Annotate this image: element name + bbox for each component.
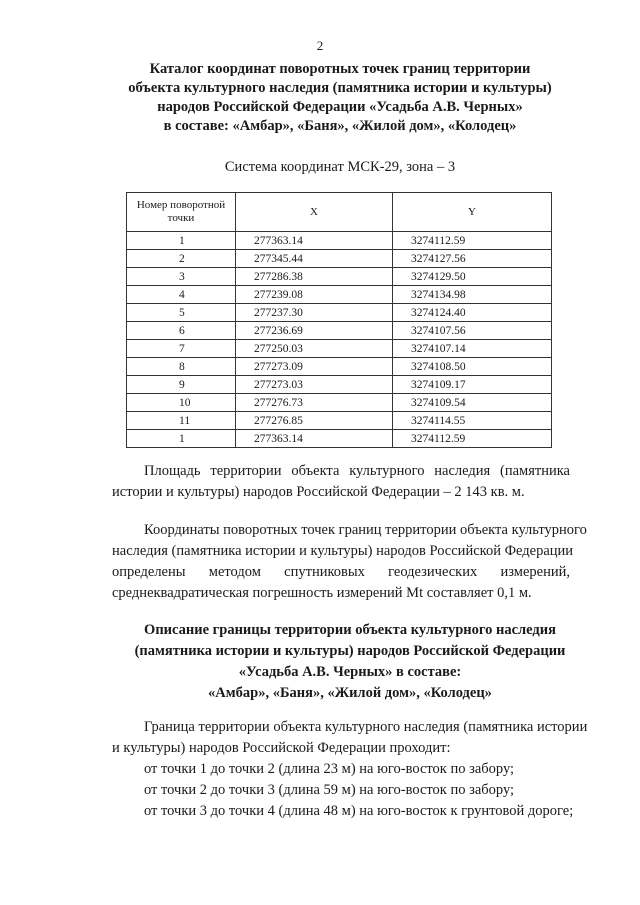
- table-row: [127, 430, 552, 448]
- heading-line: «Усадьба А.В. Черных» в составе:: [238, 664, 462, 680]
- header-y: Y: [393, 193, 552, 232]
- y-value: 3274127.56: [393, 250, 552, 268]
- area-paragraph: [112, 461, 570, 503]
- boundary-segment: от точки 2 до точки 3 (длина 59 м) на юго-восток по забору;: [144, 782, 515, 798]
- point-number: 1: [127, 232, 236, 250]
- y-value: 3274109.17: [393, 376, 552, 394]
- description-heading: [80, 620, 620, 704]
- header-x: X: [236, 193, 393, 232]
- boundary-description: [112, 717, 588, 822]
- boundary-intro-line: Граница территории объекта культурного наследия (памятника истории: [144, 719, 588, 735]
- accuracy-paragraph: [112, 520, 587, 604]
- x-value: 277363.14: [236, 232, 393, 250]
- coordinates-table: [126, 192, 552, 448]
- point-number: 1: [127, 430, 236, 448]
- boundary-intro-line: и культуры) народов Российской Федерации проходит:: [112, 740, 451, 756]
- table-row: [127, 304, 552, 322]
- title-line: Каталог координат поворотных точек границ территории: [149, 61, 531, 77]
- x-value: 277276.73: [236, 394, 393, 412]
- y-value: 3274107.14: [393, 340, 552, 358]
- title-line: объекта культурного наследия (памятника истории и культуры): [128, 80, 552, 96]
- x-value: 277273.03: [236, 376, 393, 394]
- boundary-segment: от точки 1 до точки 2 (длина 23 м) на юго-восток по забору;: [144, 761, 515, 777]
- y-value: 3274108.50: [393, 358, 552, 376]
- x-value: 277250.03: [236, 340, 393, 358]
- point-number: 11: [127, 412, 236, 430]
- x-value: 277236.69: [236, 322, 393, 340]
- table-row: [127, 340, 552, 358]
- accuracy-line: определены методом спутниковых геодезических измерений,: [112, 564, 570, 580]
- y-value: 3274109.54: [393, 394, 552, 412]
- coordinate-system-label: Система координат МСК-29, зона – 3: [224, 159, 456, 175]
- title-line: в составе: «Амбар», «Баня», «Жилой дом», «Колодец»: [163, 118, 517, 134]
- table-row: [127, 268, 552, 286]
- accuracy-line: наследия (памятника истории и культуры) народов Российской Федерации: [112, 543, 574, 559]
- heading-line: «Амбар», «Баня», «Жилой дом», «Колодец»: [208, 685, 492, 701]
- point-number: 5: [127, 304, 236, 322]
- y-value: 3274114.55: [393, 412, 552, 430]
- x-value: 277345.44: [236, 250, 393, 268]
- x-value: 277286.38: [236, 268, 393, 286]
- point-number: 3: [127, 268, 236, 286]
- table-row: [127, 358, 552, 376]
- table-header-row: [127, 193, 552, 232]
- point-number: 9: [127, 376, 236, 394]
- point-number: 8: [127, 358, 236, 376]
- y-value: 3274129.50: [393, 268, 552, 286]
- point-number: 2: [127, 250, 236, 268]
- table-row: [127, 232, 552, 250]
- y-value: 3274124.40: [393, 304, 552, 322]
- x-value: 277276.85: [236, 412, 393, 430]
- boundary-segment: от точки 3 до точки 4 (длина 48 м) на юго-восток к грунтовой дороге;: [144, 803, 574, 819]
- x-value: 277363.14: [236, 430, 393, 448]
- accuracy-line: Координаты поворотных точек границ территории объекта культурного: [144, 522, 587, 538]
- point-number: 7: [127, 340, 236, 358]
- y-value: 3274134.98: [393, 286, 552, 304]
- point-number: 6: [127, 322, 236, 340]
- table-row: [127, 322, 552, 340]
- heading-line: Описание границы территории объекта культурного наследия: [144, 622, 556, 638]
- x-value: 277239.08: [236, 286, 393, 304]
- table-row: [127, 394, 552, 412]
- y-value: 3274107.56: [393, 322, 552, 340]
- y-value: 3274112.59: [393, 232, 552, 250]
- table-row: [127, 412, 552, 430]
- accuracy-line: среднеквадратическая погрешность измерений Mt составляет 0,1 м.: [112, 585, 532, 601]
- x-value: 277273.09: [236, 358, 393, 376]
- x-value: 277237.30: [236, 304, 393, 322]
- point-number: 4: [127, 286, 236, 304]
- table-row: [127, 250, 552, 268]
- point-number: 10: [127, 394, 236, 412]
- header-point-number: Номер поворотной точки: [127, 193, 236, 232]
- catalog-title: [80, 60, 600, 136]
- table-row: [127, 376, 552, 394]
- table-row: [127, 286, 552, 304]
- heading-line: (памятника истории и культуры) народов Российской Федерации: [134, 643, 566, 659]
- page-number: 2: [316, 38, 324, 53]
- title-line: народов Российской Федерации «Усадьба А.В. Черных»: [157, 99, 523, 115]
- area-text: Площадь территории объекта культурного наследия (памятника истории и культуры) народов Российской Федерации – 2 143 кв. м.: [112, 463, 570, 500]
- y-value: 3274112.59: [393, 430, 552, 448]
